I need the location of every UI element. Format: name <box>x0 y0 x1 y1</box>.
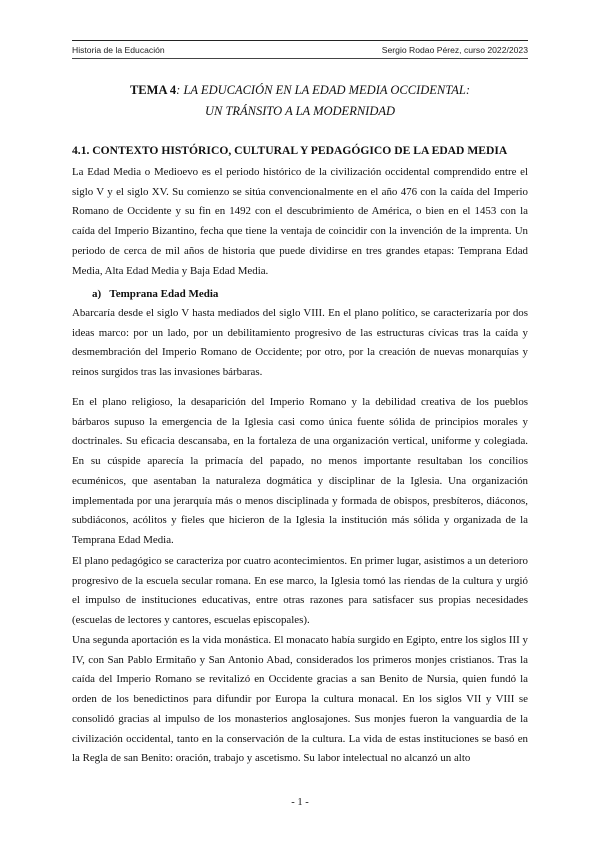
title-prefix: TEMA 4 <box>129 83 177 97</box>
paragraph-pedagogico: El plano pedagógico se caracteriza por cuatro acontecimientos. En primer lugar, asistimos a un deterioro progresivo de la escuela secular romana. En ese marco, la Iglesia tomó las riendas de la cultura y urgió el impulso de instituciones educativas, entre otras razones para satisfacer sus propias necesidades (escuelas de lectores y cantores, escuelas episcopales). <box>72 555 528 627</box>
header-divider <box>72 58 528 59</box>
document-title <box>72 80 528 122</box>
paragraph-religioso: En el plano religioso, la desaparición del Imperio Romano y la debilidad creativa de los pueblos bárbaros supuso la emergencia de la Iglesia casi como única fuente sólida de principios morales y doctrinales. Su eficacia descansaba, en la fortaleza de una organización vertical, uniforme y colegiada. En su cúspide aparecía la primacía del papado, no menos importante resultaban los concilios ecuménicos, que asentaban la naturaleza dogmática y disciplinar de la Iglesia. Una organización implementada por una jerarquía más o menos disciplinada y formada de obispos, presbíteros, diáconos, subdiáconos, acólitos y fieles que hicieron de la Iglesia la institución más sólida y organizada de la Temprana Edad Media. <box>72 396 528 546</box>
title-line-2: UN TRÁNSITO A LA MODERNIDAD <box>204 104 396 118</box>
paragraph-monastica: Una segunda aportación es la vida monástica. El monacato había surgido en Egipto, entre los siglos III y IV, con San Pablo Ermitaño y San Antonio Abad, considerados los primeros monjes cristianos. Tras la caída del Imperio Romano se revitalizó en Occidente gracias a san Benito de Nursia, quien fundó la orden de los benedictinos para difundir por Europa la cultura monacal. En los siglos VII y VIII se consolidó gracias al impulso de los monasterios anglosajones. Sus monjes fueron la vanguardia de la civilización occidental, tanto en la conservación de la cultura. La vida de estas instituciones se basó en la Regla de san Benito: oración, trabajo y ascetismo. Su labor intelectual no alcanzó un alto <box>72 634 528 765</box>
subsection-heading: a) Temprana Edad Media <box>92 288 219 300</box>
header-author: Sergio Rodao Pérez, curso 2022/2023 <box>381 45 528 55</box>
title-line-1: : LA EDUCACIÓN EN LA EDAD MEDIA OCCIDENTAL: <box>176 83 471 97</box>
page-header <box>72 40 528 55</box>
paragraph-intro: La Edad Media o Medioevo es el periodo histórico de la civilización occidental comprendido entre el siglo V y el siglo XV. Su comienzo se sitúa convencionalmente en el año 476 con la caída del Imperio Romano de Occidente y su fin en 1492 con el descubrimiento de América, o bien en el 1453 con la caída del Imperio Bizantino, fecha que tiene la ventaja de coincidir con la invención de la imprenta. Un periodo de cerca de mil años de historia que puede dividirse en tres grandes etapas: Temprana Edad Media, Alta Edad Media y Baja Edad Media. <box>72 166 528 277</box>
section-heading: 4.1. CONTEXTO HISTÓRICO, CULTURAL Y PEDAGÓGICO DE LA EDAD MEDIA <box>72 144 508 157</box>
header-course: Historia de la Educación <box>72 45 165 55</box>
paragraph-politico: Abarcaría desde el siglo V hasta mediados del siglo VIII. En el plano político, se caracterizaría por dos ideas marco: por un lado, por un debilitamiento progresivo de las estructuras cívicas tras la caída y desmembración del Imperio Romano de Occidente; por otro, por la creación de nuevas monarquías y reinos surgidos tras las invasiones bárbaras. <box>72 307 528 379</box>
page-number: - 1 - <box>291 797 309 808</box>
